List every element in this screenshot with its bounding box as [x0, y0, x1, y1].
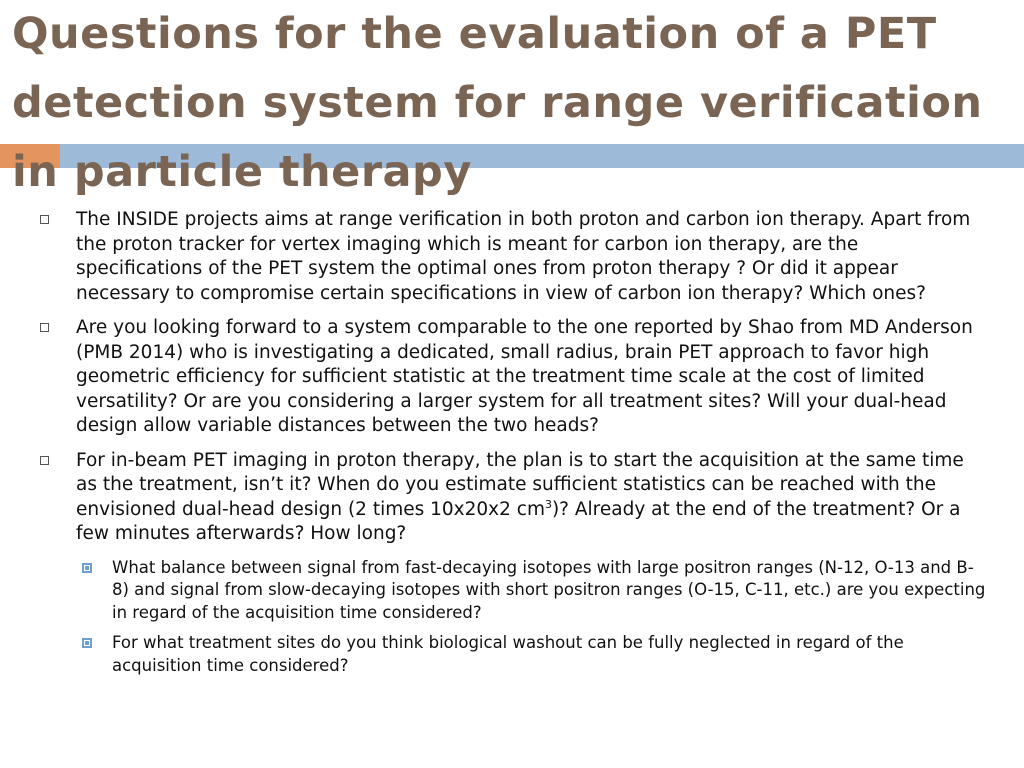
superscript-exponent: 3: [544, 497, 552, 511]
sub-bullet-text: What balance between signal from fast-decaying isotopes with large positron ranges (N-12, O-13 and B-8) and signal from slow-decaying isotopes with short positron ranges (O-15, C-11, etc.) are you expecting in regard of the acquisition time considered?: [112, 557, 986, 622]
sub-square-bullet-icon: [82, 638, 92, 648]
square-bullet-icon: [40, 215, 49, 224]
slide-body: [40, 208, 990, 685]
bullet-item: [40, 208, 990, 306]
slide-title: Questions for the evaluation of a PET detection system for range verification in particle therapy: [12, 9, 983, 197]
sub-bullet-text: For what treatment sites do you think biological washout can be fully neglected in regard of the acquisition time considered?: [112, 633, 904, 675]
bullet-text: Are you looking forward to a system comparable to the one reported by Shao from MD Anderson (PMB 2014) who is investigating a dedicated, small radius, brain PET approach to favor high geometric efficiency for sufficient statistic at the treatment time scale at the cost of limited versatility? Or are you considering a larger system for all treatment sites? Will your dual-head design allow variable distances between the two heads?: [76, 317, 973, 436]
sub-bullet-item: [40, 632, 990, 677]
bullet-item: [40, 449, 990, 547]
sub-square-bullet-icon: [82, 563, 92, 573]
square-bullet-icon: [40, 323, 49, 332]
square-bullet-icon: [40, 456, 49, 465]
sub-bullet-item: [40, 557, 990, 625]
bullet-text: The INSIDE projects aims at range verification in both proton and carbon ion therapy. Apart from the proton tracker for vertex imaging which is meant for carbon ion therapy, are the specifications of the PET system the optimal ones from proton therapy ? Or did it appear necessary to compromise certain specifications in view of carbon ion therapy? Which ones?: [76, 209, 971, 304]
bullet-text-part-2: )? Already at the end of the treatment? Or a few minutes afterwards? How long?: [76, 498, 961, 544]
bullet-text-part-1: For in-beam PET imaging in proton therapy, the plan is to start the acquisition at the same time as the treatment, isn’t it? When do you estimate sufficient statistics can be reached with the envisioned dual-head design (2 times 10x20x2 cm: [76, 449, 964, 520]
bullet-item: [40, 316, 990, 439]
